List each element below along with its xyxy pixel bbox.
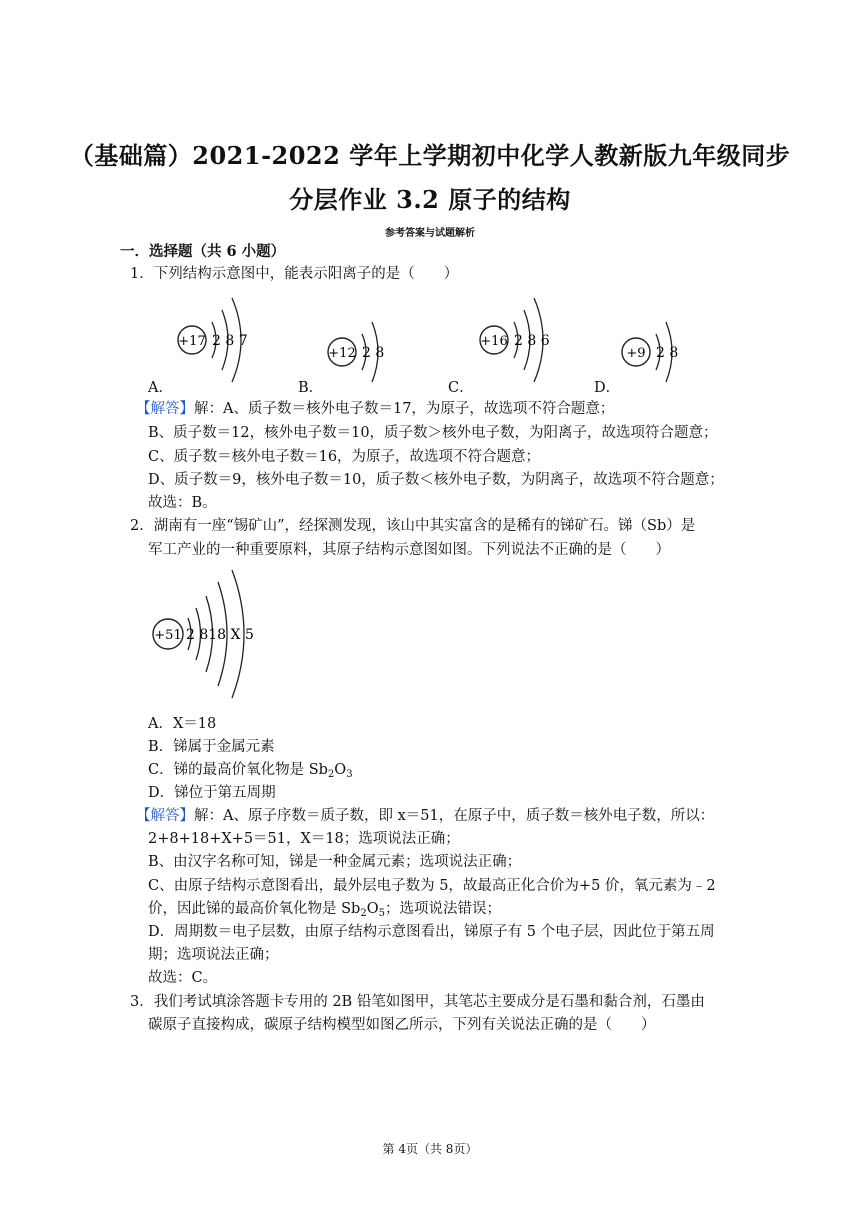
q2-answer-line-4: C、由原子结构示意图看出，最外层电子数为 5，故最高正化合价为+5 价，氧元素为﹣2: [148, 878, 716, 894]
q1-option-b-label: B．: [298, 380, 324, 396]
q2-option-b: B．锑属于金属元素: [148, 739, 275, 755]
q2-answer-tail: ；选项说法错误；: [384, 901, 501, 917]
atom-diagram-d: [618, 312, 698, 386]
q2-answer-line-6: D．周期数＝电子层数，由原子结构示意图看出，锑原子有 5 个电子层，因此位于第五周: [148, 924, 715, 940]
q2-option-d: D．锑位于第五周期: [148, 785, 276, 801]
nucleus-d: +9: [626, 346, 646, 361]
q3-stem-line-1: 3．我们考试填涂答题卡专用的 2B 铅笔如图甲，其笔芯主要成分是石墨和黏合剂，石墨由: [130, 994, 705, 1010]
q1-answer-tag: 【解答】: [136, 401, 194, 417]
q2-answer-text-1: 解：A、原子序数＝质子数，即 x＝51，在原子中，质子数＝核外电子数，所以：: [194, 808, 715, 824]
q1-answer-line-1: [136, 399, 614, 419]
q1-answer-line-5: 故选：B。: [148, 495, 217, 511]
q2-answer-line-8: 故选：C。: [148, 970, 218, 986]
q2-answer-sub-2: 5: [378, 908, 385, 919]
q2-option-c-sub-1: 2: [327, 769, 335, 780]
q2-option-c-sub-2: 3: [346, 769, 353, 780]
shells-c: 2 8 6: [514, 333, 550, 349]
q2-answer-text-5: 价，因此锑的最高价氧化物是 Sb: [148, 901, 361, 917]
atom-diagram-b: [322, 310, 402, 386]
nucleus-b: +12: [328, 346, 356, 361]
shells-a: 2 8 7: [212, 333, 248, 349]
q2-stem-line-2: 军工产业的一种重要原料，其原子结构示意图如图。下列说法不正确的是（ ）: [148, 542, 670, 558]
page-title-line-2: 分层作业 3.2 原子的结构: [289, 185, 571, 214]
q2-answer-tag: 【解答】: [136, 808, 194, 824]
atom-diagram-a: [170, 288, 270, 384]
q2-answer-line-1: [136, 806, 714, 826]
page-subtitle: 参考答案与试题解析: [385, 228, 475, 239]
page-title-line-1: （基础篇）2021-2022 学年上学期初中化学人教新版九年级同步: [69, 141, 791, 170]
shells-d: 2 8: [656, 345, 679, 361]
q1-answer-text-1: 解：A、质子数＝核外电子数＝17，为原子，故选项不符合题意；: [194, 401, 615, 417]
q1-option-c-label: C．: [448, 380, 474, 396]
q2-answer-line-7: 期；选项说法正确；: [148, 947, 279, 963]
q1-answer-line-3: C、质子数＝核外电子数＝16，为原子，故选项不符合题意；: [148, 449, 541, 465]
q2-option-c-text: C．锑的最高价氧化物是 Sb: [148, 762, 328, 778]
nucleus-sb: +51: [154, 628, 182, 643]
q1-option-d-label: D．: [594, 380, 621, 396]
q2-answer-sub-1: 2: [360, 908, 367, 919]
q1-answer-line-4: D、质子数＝9，核外电子数＝10，质子数＜核外电子数，为阴离子，故选项不符合题意；: [148, 472, 724, 488]
q2-answer-line-2: 2+8+18+X+5＝51，X＝18；选项说法正确；: [148, 831, 460, 847]
q2-answer-line-5: [148, 899, 501, 919]
shells-sb: 2 818 X 5: [186, 627, 254, 643]
q1-stem: 1．下列结构示意图中，能表示阳离子的是（ ）: [130, 266, 459, 282]
shells-b: 2 8: [362, 345, 385, 361]
nucleus-a: +17: [178, 334, 206, 349]
q2-option-c: [148, 760, 353, 780]
atom-diagram-sb: [148, 564, 278, 704]
q1-answer-line-2: B、质子数＝12，核外电子数＝10，质子数＞核外电子数，为阳离子，故选项符合题意；: [148, 425, 718, 441]
section-heading: 一．选择题（共 6 小题）: [120, 243, 286, 260]
page-footer: 第 4页（共 8页）: [382, 1142, 478, 1156]
q2-stem-line-1: 2．湖南有一座“锡矿山”，经探测发现，该山中其实富含的是稀有的锑矿石。锑（Sb）是: [130, 518, 696, 534]
atom-diagram-c: [474, 288, 574, 384]
nucleus-c: +16: [480, 334, 508, 349]
q3-stem-line-2: 碳原子直接构成，碳原子结构模型如图乙所示，下列有关说法正确的是（ ）: [148, 1017, 656, 1033]
q2-option-c-mid: O: [334, 762, 347, 778]
q2-answer-line-3: B、由汉字名称可知，锑是一种金属元素；选项说法正确；: [148, 854, 522, 870]
q1-option-a-label: A．: [148, 380, 173, 396]
q2-answer-mid: O: [366, 901, 379, 917]
q2-option-a: A．X＝18: [148, 716, 217, 732]
